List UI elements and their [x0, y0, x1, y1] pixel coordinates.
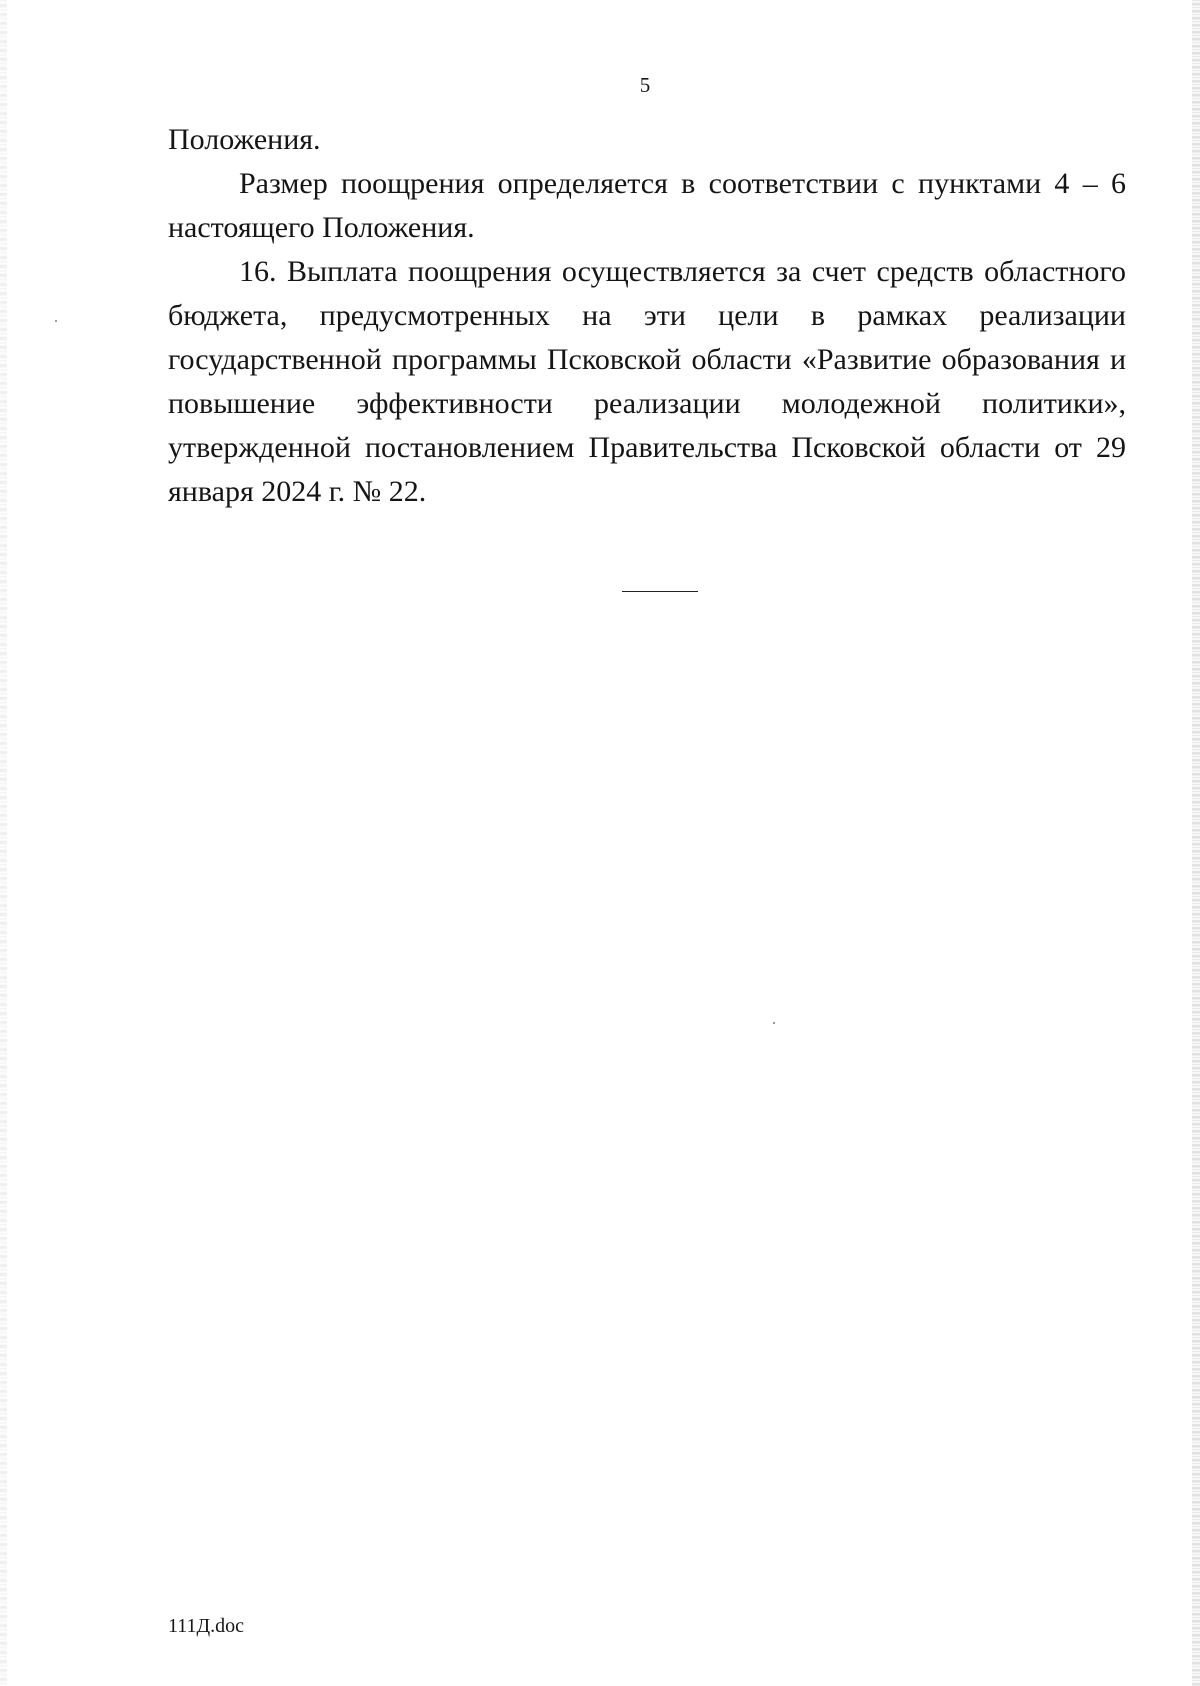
scan-speck — [773, 1022, 775, 1024]
scan-edge-right — [1192, 0, 1200, 1686]
footer-filename: 111Д.doc — [168, 1615, 245, 1637]
scan-speck — [55, 320, 57, 322]
document-body — [168, 118, 1126, 514]
end-of-text-rule — [622, 591, 698, 592]
paragraph-item-16: 16. Выплата поощрения осуществляется за счет средств областного бюджета, предусмотренных на эти цели в рамках реализации государственной программы Псковской области «Развитие образования и повышение эффективности реализации молодежной политики», утвержденной постановлением Правительства Псковской области от 29 января 2024 г. № 22. — [168, 255, 1126, 508]
paragraph-reward-size: Размер поощрения определяется в соответствии с пунктами 4 – 6 настоящего Положения. — [168, 167, 1126, 244]
scan-edge-left — [0, 0, 7, 1686]
paragraph-continuation: Положения. — [168, 123, 321, 156]
page-number: 5 — [639, 73, 651, 97]
